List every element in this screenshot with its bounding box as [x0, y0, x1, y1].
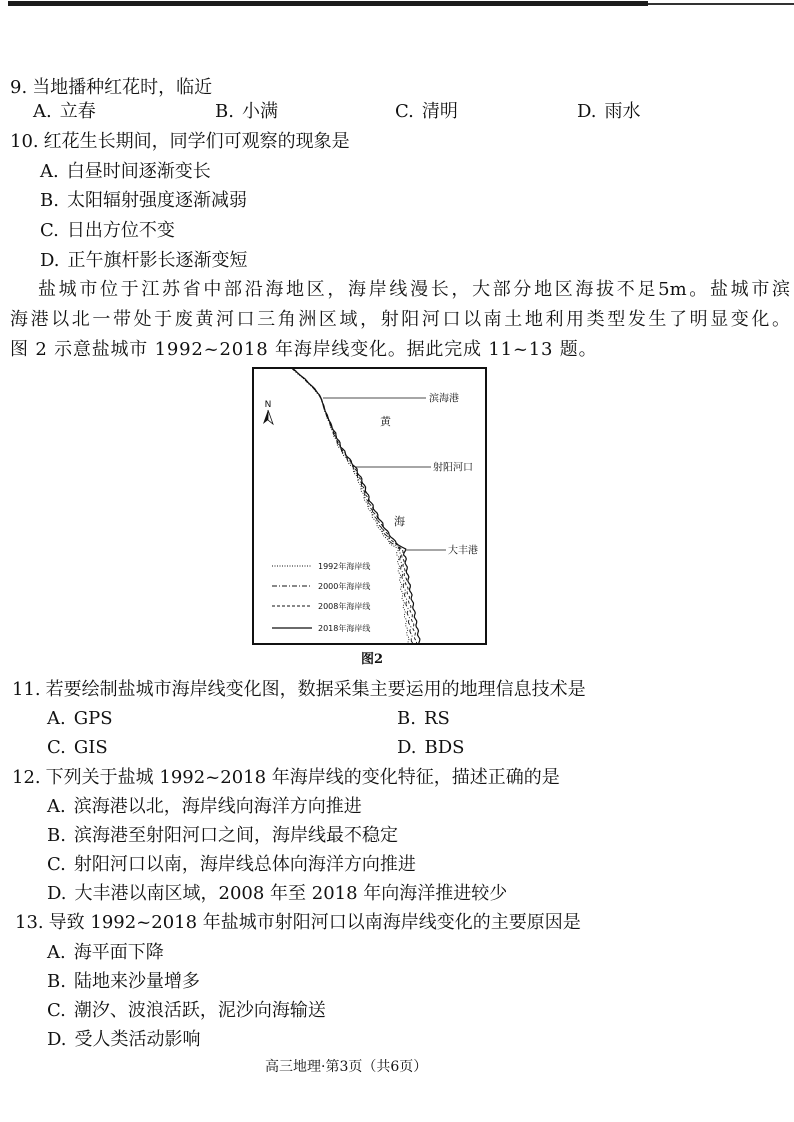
- question-stem: 导致 1992~2018 年盐城市射阳河口以南海岸线变化的主要原因是: [48, 912, 581, 933]
- label-dafeng-port: 大丰港: [448, 545, 478, 557]
- option-text: BDS: [424, 737, 465, 758]
- label-sheyang-estuary: 射阳河口: [433, 462, 473, 474]
- option-text: 正午旗杆影长逐渐变短: [67, 250, 248, 271]
- option-letter: C.: [395, 101, 414, 122]
- option-letter: C.: [47, 854, 66, 875]
- question-9-option-c: [395, 100, 458, 124]
- option-text: 大丰港以南区域，2008 年至 2018 年向海洋推进较少: [74, 883, 508, 904]
- option-letter: B.: [40, 190, 59, 211]
- option-text: GPS: [73, 708, 113, 729]
- question-9-option-a: [33, 100, 96, 124]
- question-13-option-a: [47, 941, 164, 965]
- option-letter: C.: [47, 1000, 66, 1021]
- legend-label-1992: 1992年海岸线: [318, 562, 371, 571]
- option-letter: C.: [47, 737, 66, 758]
- label-huang: 黄: [380, 415, 391, 428]
- legend-label-2008: 2008年海岸线: [318, 602, 371, 611]
- coastline-map: [252, 367, 487, 645]
- question-12-option-b: [47, 824, 398, 848]
- scan-edge-line: [8, 1, 648, 6]
- option-text: RS: [423, 708, 450, 729]
- question-10-option-d: [40, 249, 248, 273]
- option-text: 小满: [241, 101, 278, 122]
- option-text: 立春: [59, 101, 96, 122]
- option-text: 海平面下降: [73, 942, 164, 963]
- option-text: 雨水: [604, 101, 641, 122]
- question-9-option-d: [577, 100, 641, 124]
- option-letter: D.: [47, 883, 67, 904]
- question-number: 10.: [10, 131, 39, 152]
- question-stem: 红花生长期间，同学们可观察的现象是: [43, 131, 350, 152]
- option-letter: B.: [47, 825, 66, 846]
- page-footer: 高三地理·第3页（共6页）: [265, 1059, 428, 1075]
- label-hai: 海: [394, 515, 405, 528]
- question-11-option-c: [47, 736, 108, 760]
- question-10-option-b: [40, 189, 247, 213]
- option-text: 受人类活动影响: [74, 1029, 201, 1050]
- option-letter: D.: [40, 250, 60, 271]
- option-letter: A.: [40, 161, 59, 182]
- question-13: [15, 911, 581, 935]
- option-text: 清明: [421, 101, 458, 122]
- label-binhai-port: 滨海港: [429, 393, 459, 405]
- question-stem: 当地播种红花时，临近: [32, 77, 213, 98]
- question-number: 12.: [12, 767, 41, 788]
- question-number: 9.: [10, 77, 28, 98]
- north-label: N: [264, 400, 272, 410]
- option-letter: A.: [47, 942, 66, 963]
- question-10-option-a: [40, 160, 211, 184]
- option-letter: B.: [215, 101, 234, 122]
- question-13-option-c: [47, 999, 326, 1023]
- question-12-option-a: [47, 795, 362, 819]
- option-text: 射阳河口以南，海岸线总体向海洋方向推进: [73, 854, 416, 875]
- question-10-option-c: [40, 219, 175, 243]
- question-number: 13.: [15, 912, 44, 933]
- passage-line-1: 盐城市位于江苏省中部沿海地区，海岸线漫长，大部分地区海拔不足5m。盐城市滨: [38, 279, 790, 300]
- option-letter: A.: [47, 796, 66, 817]
- question-9-option-b: [215, 100, 278, 124]
- passage-line-2: 海港以北一带处于废黄河口三角洲区域，射阳河口以南土地利用类型发生了明显变化。: [10, 309, 790, 330]
- option-letter: B.: [47, 971, 66, 992]
- option-text: 日出方位不变: [66, 220, 175, 241]
- question-11-option-a: [47, 707, 113, 731]
- option-text: 太阳辐射强度逐渐减弱: [66, 190, 247, 211]
- option-text: 滨海港至射阳河口之间，海岸线最不稳定: [73, 825, 398, 846]
- question-12: [12, 766, 560, 790]
- figure-caption: 图2: [361, 652, 384, 667]
- option-letter: C.: [40, 220, 59, 241]
- option-letter: D.: [397, 737, 417, 758]
- scan-edge-line-thin: [648, 3, 794, 5]
- option-text: 潮汐、波浪活跃，泥沙向海输送: [73, 1000, 326, 1021]
- option-text: 白昼时间逐渐变长: [66, 161, 211, 182]
- legend-label-2018: 2018年海岸线: [318, 624, 371, 633]
- question-11: [12, 678, 586, 702]
- question-12-option-c: [47, 853, 416, 877]
- question-stem: 下列关于盐城 1992~2018 年海岸线的变化特征，描述正确的是: [45, 767, 560, 788]
- question-13-option-b: [47, 970, 200, 994]
- option-letter: A.: [47, 708, 66, 729]
- option-text: 滨海港以北，海岸线向海洋方向推进: [73, 796, 362, 817]
- option-text: GIS: [73, 737, 108, 758]
- legend-label-2000: 2000年海岸线: [318, 582, 371, 591]
- option-letter: B.: [397, 708, 416, 729]
- question-12-option-d: [47, 882, 507, 906]
- question-13-option-d: [47, 1028, 201, 1052]
- question-number: 11.: [12, 679, 41, 700]
- question-stem: 若要绘制盐城市海岸线变化图，数据采集主要运用的地理信息技术是: [45, 679, 586, 700]
- option-letter: D.: [47, 1029, 67, 1050]
- option-letter: A.: [33, 101, 52, 122]
- question-11-option-d: [397, 736, 465, 760]
- passage-line-3: 图 2 示意盐城市 1992~2018 年海岸线变化。据此完成 11~13 题。: [10, 339, 598, 360]
- question-11-option-b: [397, 707, 450, 731]
- question-10: [10, 130, 350, 154]
- question-9: [10, 76, 212, 100]
- option-letter: D.: [577, 101, 597, 122]
- option-text: 陆地来沙量增多: [73, 971, 200, 992]
